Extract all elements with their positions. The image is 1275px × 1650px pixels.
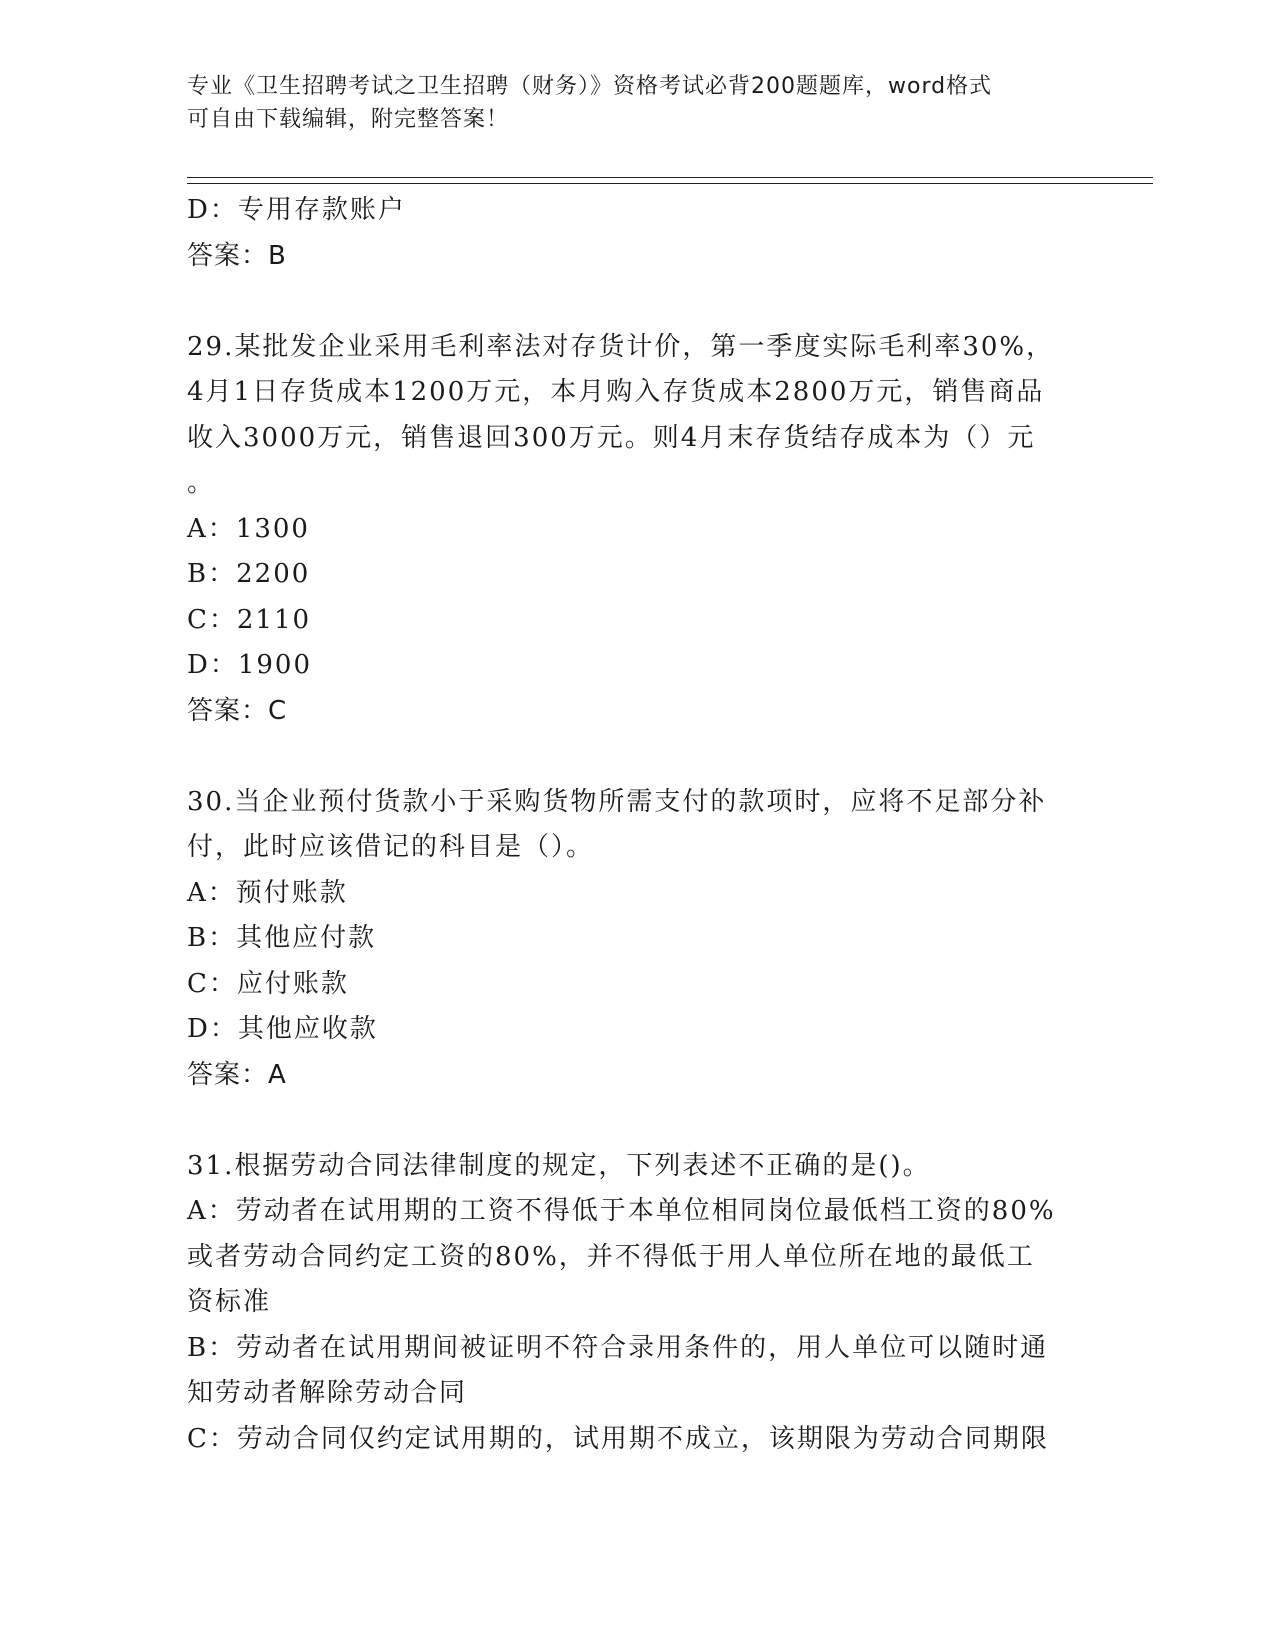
question-30-option-b: B：其他应付款 [187,923,377,953]
question-29-stem-line-3: 收入3000万元，销售退回300万元。则4月末存货结存成本为（）元 [187,422,1036,453]
spacer [187,1098,1087,1144]
question-31-option-a-line-2: 或者劳动合同约定工资的80%，并不得低于用人单位所在地的最低工 [187,1241,1035,1272]
question-30-option-c: C：应付账款 [187,968,349,999]
question-31-option-a-line-3: 资标准 [187,1287,272,1317]
question-29-stem-line-4: 。 [187,468,216,498]
header-line-2: 可自由下载编辑，附完整答案！ [187,107,510,132]
question-30-answer: 答案：A [187,1059,287,1090]
spacer [187,734,1087,780]
question-30-option-d: D：其他应收款 [187,1014,378,1044]
question-30 [187,780,1087,1099]
document-header [187,70,1067,136]
question-30-stem-line-1: 30.当企业预付货款小于采购货物所需支付的款项时，应将不足部分补 [187,786,1047,817]
question-31-option-b-line-1: B：劳动者在试用期间被证明不符合录用条件的，用人单位可以随时通 [187,1332,1049,1363]
question-29-stem-line-1: 29.某批发企业采用毛利率法对存货计价，第一季度实际毛利率30%， [187,331,1055,362]
question-31 [187,1144,1087,1463]
spacer [187,279,1087,325]
header-line-1: 专业《卫生招聘考试之卫生招聘（财务）》资格考试必背200题题库，word格式 [187,74,993,99]
question-31-option-a-line-1: A：劳动者在试用期的工资不得低于本单位相同岗位最低档工资的80% [187,1196,1056,1226]
question-29-stem-line-2: 4月1日存货成本1200万元，本月购入存货成本2800万元，销售商品 [187,377,1045,407]
header-divider-top [187,177,1153,178]
question-29-option-d: D：1900 [187,650,313,680]
question-29-option-b: B：2200 [187,559,311,589]
question-31-option-b-line-2: 知劳动者解除劳动合同 [187,1378,468,1408]
document-body [187,188,1087,1462]
question-29 [187,325,1087,735]
question-29-option-c: C：2110 [187,604,312,635]
header-divider-bottom [187,183,1153,184]
question-31-stem-line-1: 31.根据劳动合同法律制度的规定，下列表述不正确的是()。 [187,1150,931,1181]
question-29-option-a: A：1300 [187,513,310,544]
prev-option-d: D：专用存款账户 [187,195,406,225]
question-30-option-a: A：预付账款 [187,877,348,908]
question-29-answer: 答案：C [187,695,288,726]
prev-answer: 答案：B [187,240,287,271]
question-31-option-c-line-1: C：劳动合同仅约定试用期的，试用期不成立，该期限为劳动合同期限 [187,1423,1049,1454]
question-30-stem-line-2: 付，此时应该借记的科目是（）。 [187,832,595,862]
